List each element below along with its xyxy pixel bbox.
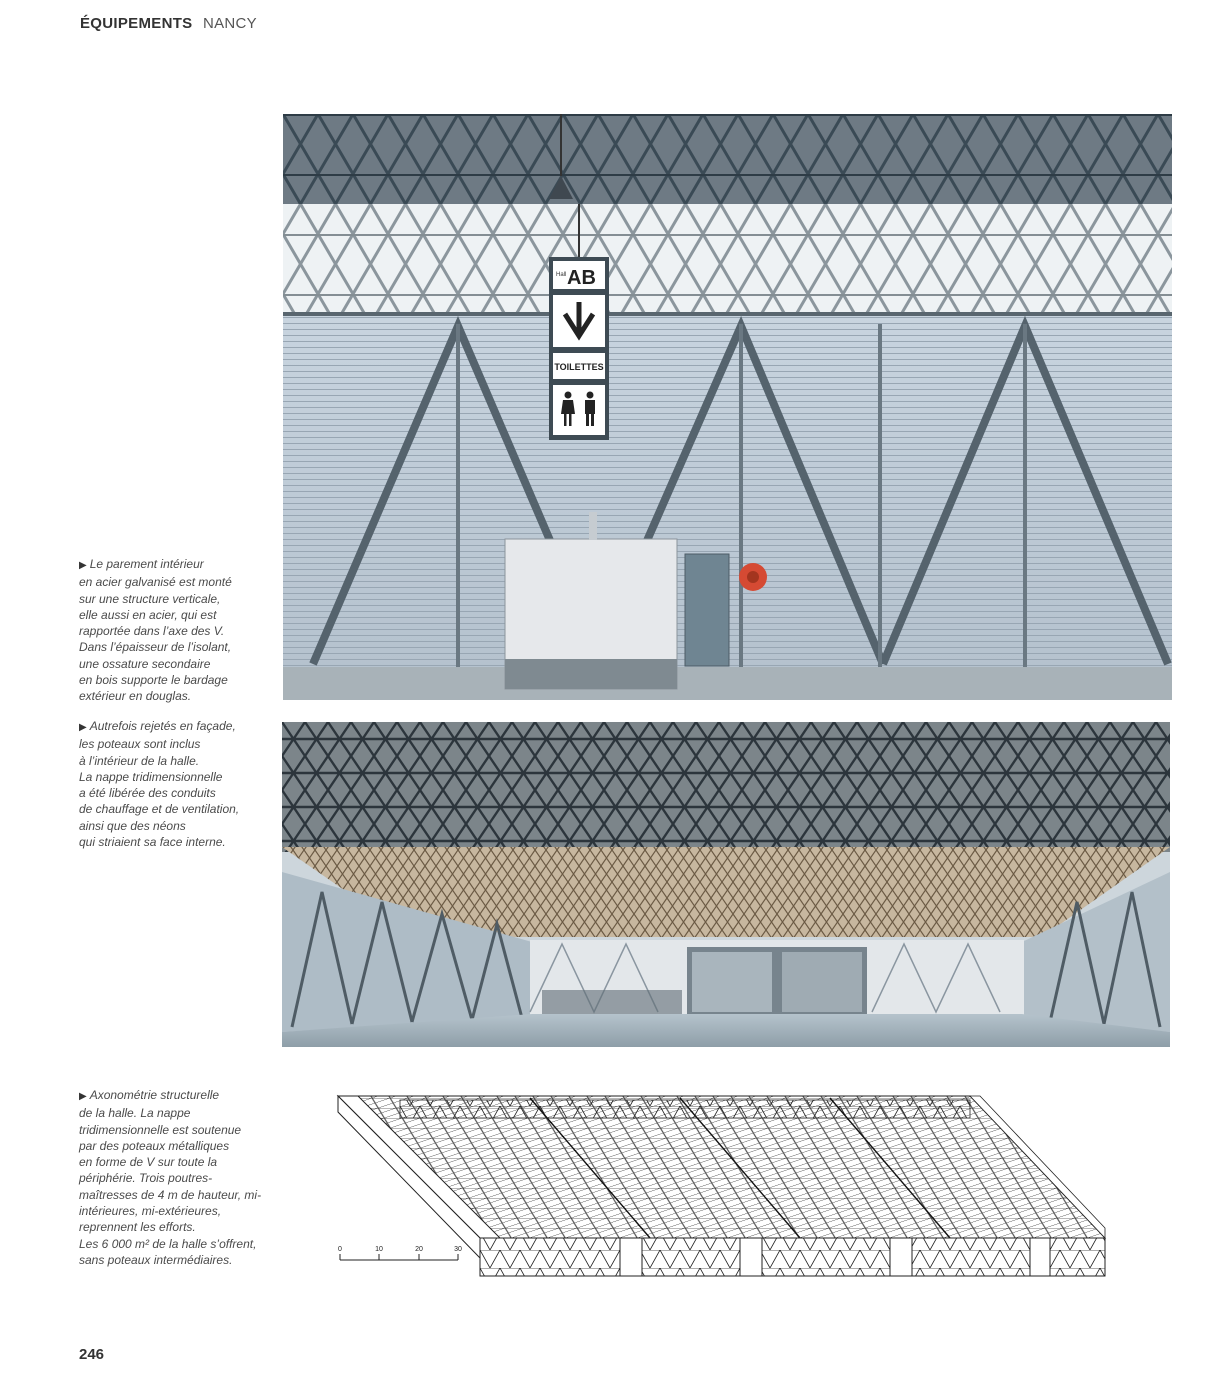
page-number: 246 <box>79 1346 105 1363</box>
running-header <box>80 15 257 32</box>
city-name: NANCY <box>202 15 257 32</box>
arrow-right-icon: ▶ <box>79 722 87 733</box>
photo-hall-interior <box>282 722 1170 1047</box>
caption-2-text: Autrefois rejetés en façade, les poteaux sont inclus à l’intérieur de la halle. La nappe tridimensionnelle a été libérée des conduits de chauffage et de ventilation, ainsi que des néons qui striaient sa face interne. <box>79 719 240 850</box>
caption-3-text: Axonométrie structurelle de la halle. La nappe tridimensionnelle est soutenue par des poteaux métalliques en forme de V sur toute la périphérie. Trois poutres- maîtresses de 4 m de hauteur, mi- intérieures, mi-extérieures, reprennent les efforts. Les 6 000 m² de la halle s’offrent, sans poteaux intermédiaires. <box>79 1088 262 1267</box>
caption-1-text: Le parement intérieur en acier galvanisé est monté sur une structure verticale, elle aussi en acier, qui est rapportée dans l’axe des V. Dans l’épaisseur de l’isolant, une ossature secondaire en bois supporte le bardage extérieur en douglas. <box>79 557 232 704</box>
arrow-right-icon: ▶ <box>79 560 87 571</box>
scale-label-20: 20 <box>415 1246 423 1253</box>
arrow-right-icon: ▶ <box>79 1091 87 1102</box>
photo-hall-wall <box>283 114 1172 700</box>
caption-2 <box>79 718 279 850</box>
sign-toilettes: TOILETTES <box>554 362 604 372</box>
caption-3 <box>79 1087 279 1268</box>
scale-label-30: 30 <box>454 1246 462 1253</box>
sign-hall-code: AB <box>567 267 596 289</box>
scale-bar <box>340 1254 458 1260</box>
sign-hall-small: Hall <box>556 272 567 278</box>
scale-label-0: 0 <box>338 1246 342 1253</box>
axonometric-drawing <box>330 1088 1110 1293</box>
caption-1 <box>79 556 279 705</box>
section-title: ÉQUIPEMENTS <box>80 15 193 32</box>
scale-label-10: 10 <box>375 1246 383 1253</box>
